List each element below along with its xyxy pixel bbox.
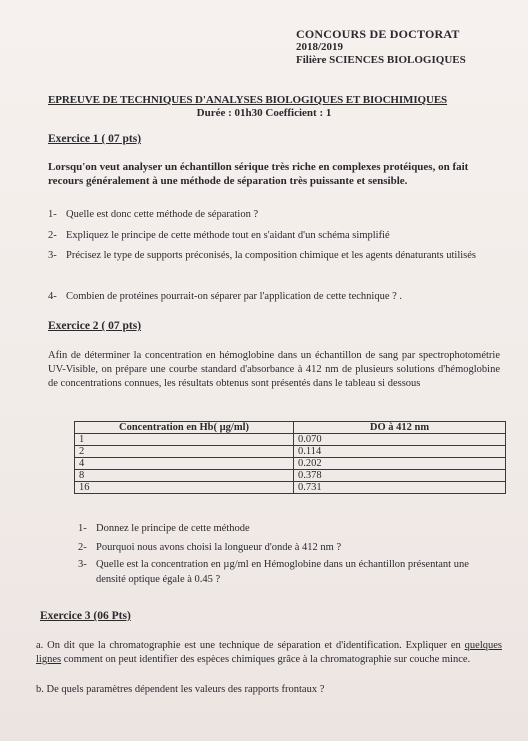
table-cell: 0.378	[294, 470, 506, 482]
header-filiere: Filière SCIENCES BIOLOGIQUES	[296, 54, 466, 66]
table-cell: 0.731	[294, 482, 506, 494]
question-number: 3-	[78, 559, 87, 570]
table-row	[75, 434, 506, 446]
exam-title: EPREUVE DE TECHNIQUES D'ANALYSES BIOLOGIQUES ET BIOCHIMIQUES	[48, 94, 448, 106]
exercise-2-question	[78, 521, 498, 536]
exercise-1-title: Exercice 1 ( 07 pts)	[48, 133, 142, 145]
table-cell: 0.070	[294, 434, 506, 446]
table-cell: 0.202	[294, 458, 506, 470]
exam-header	[296, 28, 466, 67]
table-row	[75, 482, 506, 494]
question-number: 4-	[48, 291, 57, 302]
question-number: 2-	[48, 230, 57, 241]
table-cell: 16	[75, 482, 294, 494]
exercise-1-question	[48, 207, 500, 222]
table-cell: 8	[75, 470, 294, 482]
table-row	[75, 458, 506, 470]
exercise-2-question	[78, 540, 498, 555]
question-number: 3-	[48, 250, 57, 261]
exercise-2-intro: Afin de déterminer la concentration en hémoglobine dans un échantillon de sang par spectrophotométrie UV-Visible, on prépare une courbe standard d'absorbance à 412 nm de plusieurs solutions d'hémoglobine de concentrations connues, les résultats obtenus sont présentés dans le tableau si dessous	[48, 350, 500, 389]
exercise-2-question	[78, 557, 478, 587]
exercise-1-intro: Lorsqu'on veut analyser un échantillon sérique très riche en complexes protéiques, on fait recours généralement à une méthode de séparation très puissante et sensible.	[48, 161, 469, 187]
question-text: Pourquoi nous avons choisi la longueur d'onde à 412 nm ?	[96, 542, 342, 553]
question-text: Combien de protéines pourrait-on séparer par l'application de cette technique ? .	[66, 291, 403, 302]
question-text: Quelle est donc cette méthode de séparation ?	[66, 209, 259, 220]
question-text: Expliquez le principe de cette méthode tout en s'aidant d'un schéma simplifié	[66, 230, 390, 241]
table-cell: 4	[75, 458, 294, 470]
header-year: 2018/2019	[296, 41, 344, 53]
question-text: Quelle est la concentration en µg/ml en Hémoglobine dans un échantillon présentant une densité optique égale à 0.45 ?	[96, 559, 469, 585]
table-cell: 2	[75, 446, 294, 458]
column-header-do: DO à 412 nm	[294, 422, 506, 434]
exercise-3-title: Exercice 3 (06 Pts)	[40, 610, 131, 622]
exercise-1-question	[48, 289, 500, 304]
question-number: 1-	[78, 523, 87, 534]
column-header-concentration: Concentration en Hb( µg/ml)	[75, 422, 294, 434]
table-header-row	[75, 422, 506, 434]
exercise-3-part-b: b. De quels paramètres dépendent les valeurs des rapports frontaux ?	[36, 684, 325, 695]
table-cell: 0.114	[294, 446, 506, 458]
exercise-1-question	[48, 248, 500, 265]
exercise-2-title: Exercice 2 ( 07 pts)	[48, 320, 142, 332]
header-concours: CONCOURS DE DOCTORAT	[296, 27, 460, 41]
exercise-1-question	[48, 228, 500, 243]
exercise-3-part-a	[36, 639, 502, 667]
part-a-text-end: comment on peut identifier des espèces chimiques grâce à la chromatographie sur couche mince.	[61, 654, 471, 665]
table-row	[75, 470, 506, 482]
table-cell: 1	[75, 434, 294, 446]
question-number: 2-	[78, 542, 87, 553]
question-text: Donnez le principe de cette méthode	[96, 523, 250, 534]
question-text: Précisez le type de supports préconisés, la composition chimique et les agents dénaturants utilisés	[66, 250, 476, 261]
table-row	[75, 446, 506, 458]
exam-duration: Durée : 01h30 Coefficient : 1	[196, 107, 332, 119]
part-a-text: a. On dit que la chromatographie est une technique de séparation et d'identification. Expliquer en	[36, 640, 465, 651]
hemoglobin-table	[74, 421, 506, 494]
part-a-underlined: quelques lignes	[36, 640, 502, 665]
question-number: 1-	[48, 209, 57, 220]
